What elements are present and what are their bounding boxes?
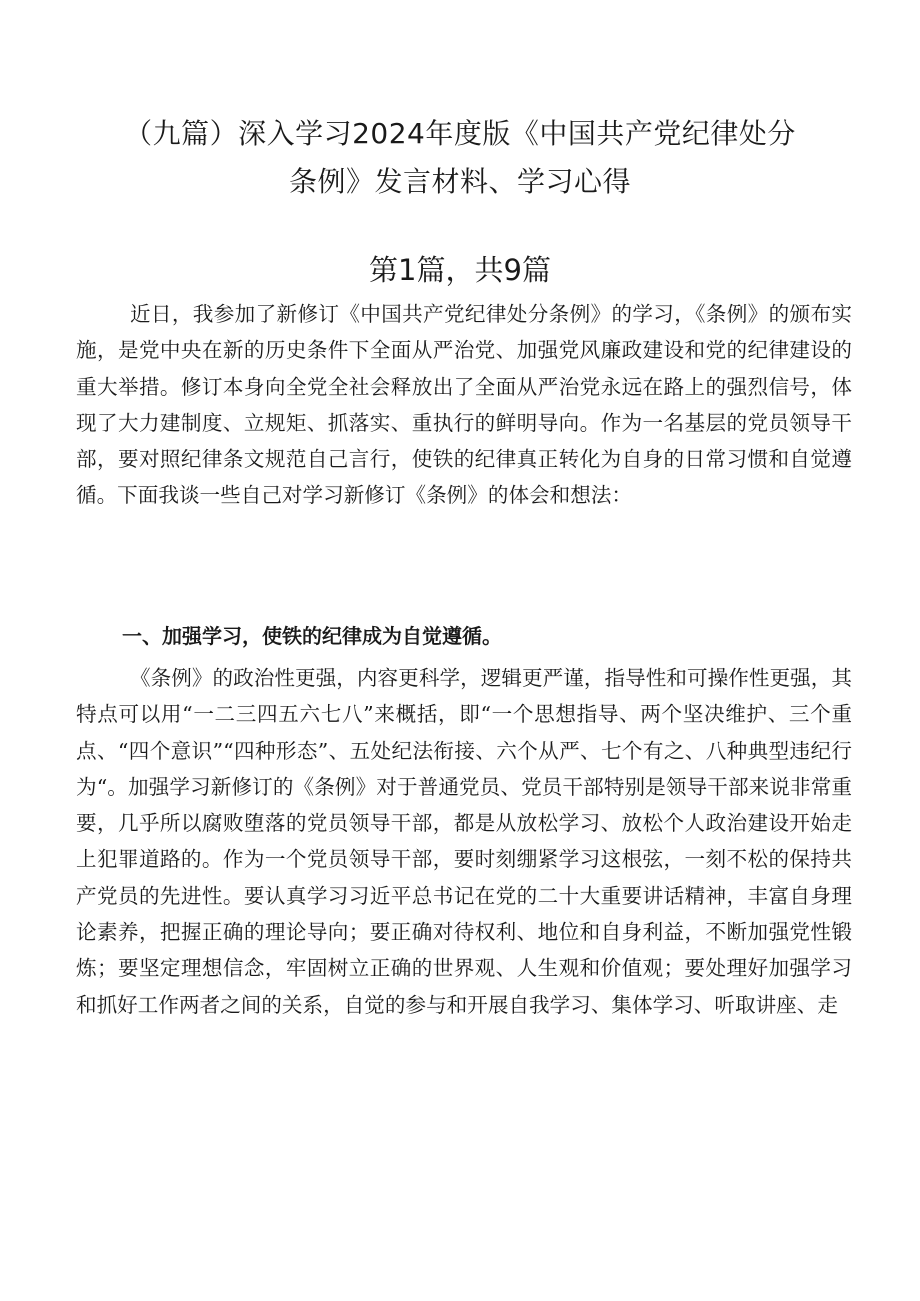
document-title-line-2: 条例》发言材料、学习心得 — [288, 165, 631, 198]
section-heading-1: 一、加强学习，使铁的纪律成为自觉遵循。 — [122, 624, 502, 648]
document-title-line-1: （九篇）深入学习2024年度版《中国共产党纪律处分 — [124, 117, 796, 150]
section-subtitle: 第1篇，共9篇 — [369, 253, 551, 287]
intro-paragraph: 近日，我参加了新修订《中国共产党纪律处分条例》的学习，《条例》的颁布实施，是党中央在新的历史条件下全面从严治党、加强党风廉政建设和党的纪律建设的重大举措。修订本身向全党全社会释放出了全面从严治党永远在路上的强烈信号，体现了大力建制度、立规矩、抓落实、重执行的鲜明导向。作为一名基层的党员领导干部，要对照纪律条文规范自己言行，使铁的纪律真正转化为自身的日常习惯和自觉遵循。下面我谈一些自己对学习新修订《条例》的体会和想法： — [76, 302, 852, 508]
body-paragraph-2: 《条例》的政治性更强，内容更科学，逻辑更严谨，指导性和可操作性更强，其特点可以用“一二三四五六七八”来概括，即“一个思想指导、两个坚决维护、三个重点、“四个意识”“四种形态”、五处纪法衔接、六个从严、七个有之、八种典型违纪行为“。加强学习新修订的《条例》对于普通党员、党员干部特别是领导干部来说非常重要，几乎所以腐败堕落的党员领导干部，都是从放松学习、放松个人政治建设开始走上犯罪道路的。作为一个党员领导干部，要时刻绷紧学习这根弦，一刻不松的保持共产党员的先进性。要认真学习习近平总书记在党的二十大重要讲话精神，丰富自身理论素养，把握正确的理论导向；要正确对待权利、地位和自身利益，不断加强党性锻炼；要坚定理想信念，牢固树立正确的世界观、人生观和价值观；要处理好加强学习和抓好工作两者之间的关系，自觉的参与和开展自我学习、集体学习、听取讲座、走 — [76, 666, 852, 1017]
